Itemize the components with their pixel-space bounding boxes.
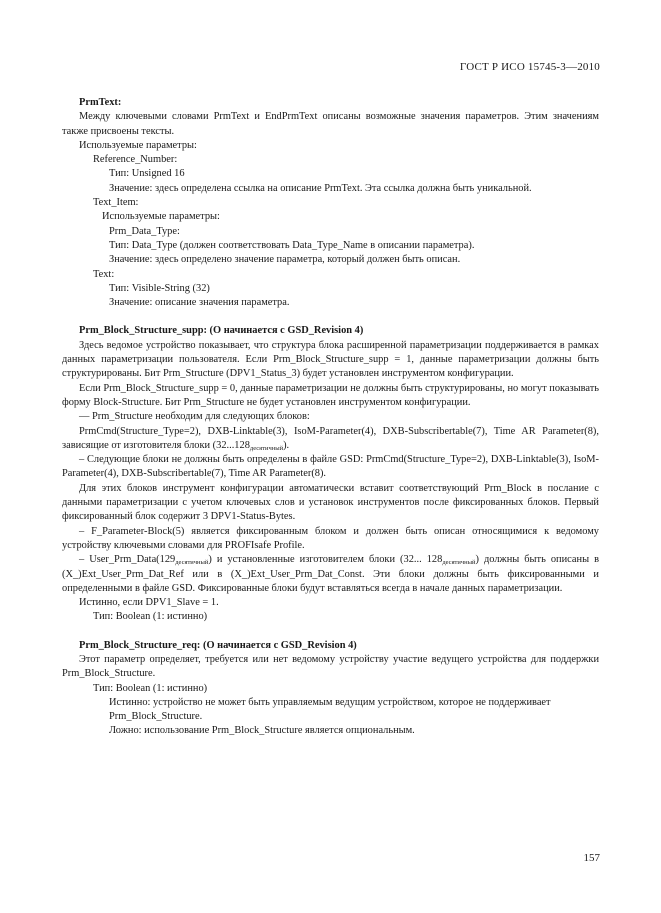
list-label: Используемые параметры: [79,139,197,151]
param-type: Тип: Unsigned 16 [109,168,185,180]
paragraph: – F_Parameter-Block(5) является фиксированным блоком и должен быть описан относящимися к ведомому устройству ключевыми словами для PROFIsafe Profile. [62,525,599,551]
param-name: Reference_Number: [93,154,178,166]
param-type: Тип: Boolean (1: истинно) [93,611,208,623]
param-type: Тип: Visible-String (32) [109,282,210,294]
param-value: Значение: здесь определено значение параметра, который должен быть описан. [109,254,461,266]
param-name: Text_Item: [93,197,139,209]
subscript: десятичный [442,559,476,567]
section-heading-prmtext: PrmText: [79,97,122,108]
paragraph: Истинно, если DPV1_Slave = 1. [79,597,219,609]
param-value: Значение: описание значения параметра. [109,297,290,309]
param-name: Text: [93,268,115,280]
param-value: Значение: здесь определена ссылка на описание PrmText. Эта ссылка должна быть уникальной. [109,182,532,194]
text-run: ) должны быть описаны в (X_)Ext_User_Prm_Dat_Ref или в (X_)Ext_User_Prm_Dat_Const. Эти блоки должны быть фиксированными и определенными в файле GSD. Фиксированные блоки будут вставляться всегда в начале данных параметризации. [62,554,600,594]
paragraph: — Prm_Structure необходим для следующих блоков: [79,411,310,423]
page-number: 157 [583,852,600,864]
param-value: Prm_Block_Structure. [109,711,203,723]
paragraph: – Следующие блоки не должны быть определены в файле GSD: PrmCmd(Structure_Type=2), DXB-Linktable(3), IsoM-Parameter(4), DXB-Subscribertable(7), Time AR Parameter(8). [62,454,599,480]
text-run: ). [283,439,290,451]
paragraph: Для этих блоков инструмент конфигурации автоматически вставит соответствующий Prm_Block в послание с данными параметризации с учетом ключевых слов и установок инструментов после фиксированных блоков. Первый фиксированный блок содержит 3 DPV1-Status-Bytes. [62,482,599,523]
paragraph: Между ключевыми словами PrmText и EndPrmText описаны возможные значения параметров. Этим значениям также присвоены тексты. [62,111,599,137]
param-type: Тип: Boolean (1: истинно) [93,682,208,694]
paragraph [62,553,599,596]
section-heading-req: Prm_Block_Structure_req: (О начинается с GSD_Revision 4) [79,639,357,651]
text-run: ) и установленные изготовителем блоки (32... 128 [208,554,443,566]
param-value: Истинно: устройство не может быть управляемым ведущим устройством, которое не поддерживает [109,696,551,708]
paragraph [62,425,599,454]
paragraph: Если Prm_Block_Structure_supp = 0, данные параметризации не должны быть структурированы, но могут показывать форму Block-Structure. Бит Prm_Structure не будет установлен инструментом конфигурации. [62,382,599,408]
page-header: ГОСТ Р ИСО 15745-3—2010 [459,61,600,73]
document-body [62,96,599,739]
param-value: Ложно: использование Prm_Block_Structure является опциональным. [109,725,415,737]
paragraph: Здесь ведомое устройство показывает, что структура блока расширенной параметризации поддерживается в рамках данных параметризации пользователя. Если Prm_Block_Structure_supp = 1, данные параметризации должны быть структурированы. Бит Prm_Structure (DPV1_Status_3) будет установлен инструментом конфигурации. [62,339,599,380]
param-type: Тип: Data_Type (должен соответствовать Data_Type_Name в описании параметра). [109,239,475,251]
param-name: Prm_Data_Type: [109,225,180,237]
subscript: десятичный [175,559,209,567]
subscript: десятичный [249,444,284,452]
paragraph: Этот параметр определяет, требуется или нет ведомому устройству участие ведущего устройства для поддержки Prm_Block_Structure. [62,653,599,680]
text-run: – User_Prm_Data(129 [79,554,176,566]
text-run: PrmCmd(Structure_Type=2), DXB-Linktable(3), IsoM-Parameter(4), DXB-Subscribertable(7), Time AR Parameter(8), зависящие от изготовителя блоки (32...128 [62,425,599,451]
section-heading-supp: Prm_Block_Structure_supp: (О начинается с GSD_Revision 4) [79,325,364,337]
list-label: Используемые параметры: [102,211,220,223]
